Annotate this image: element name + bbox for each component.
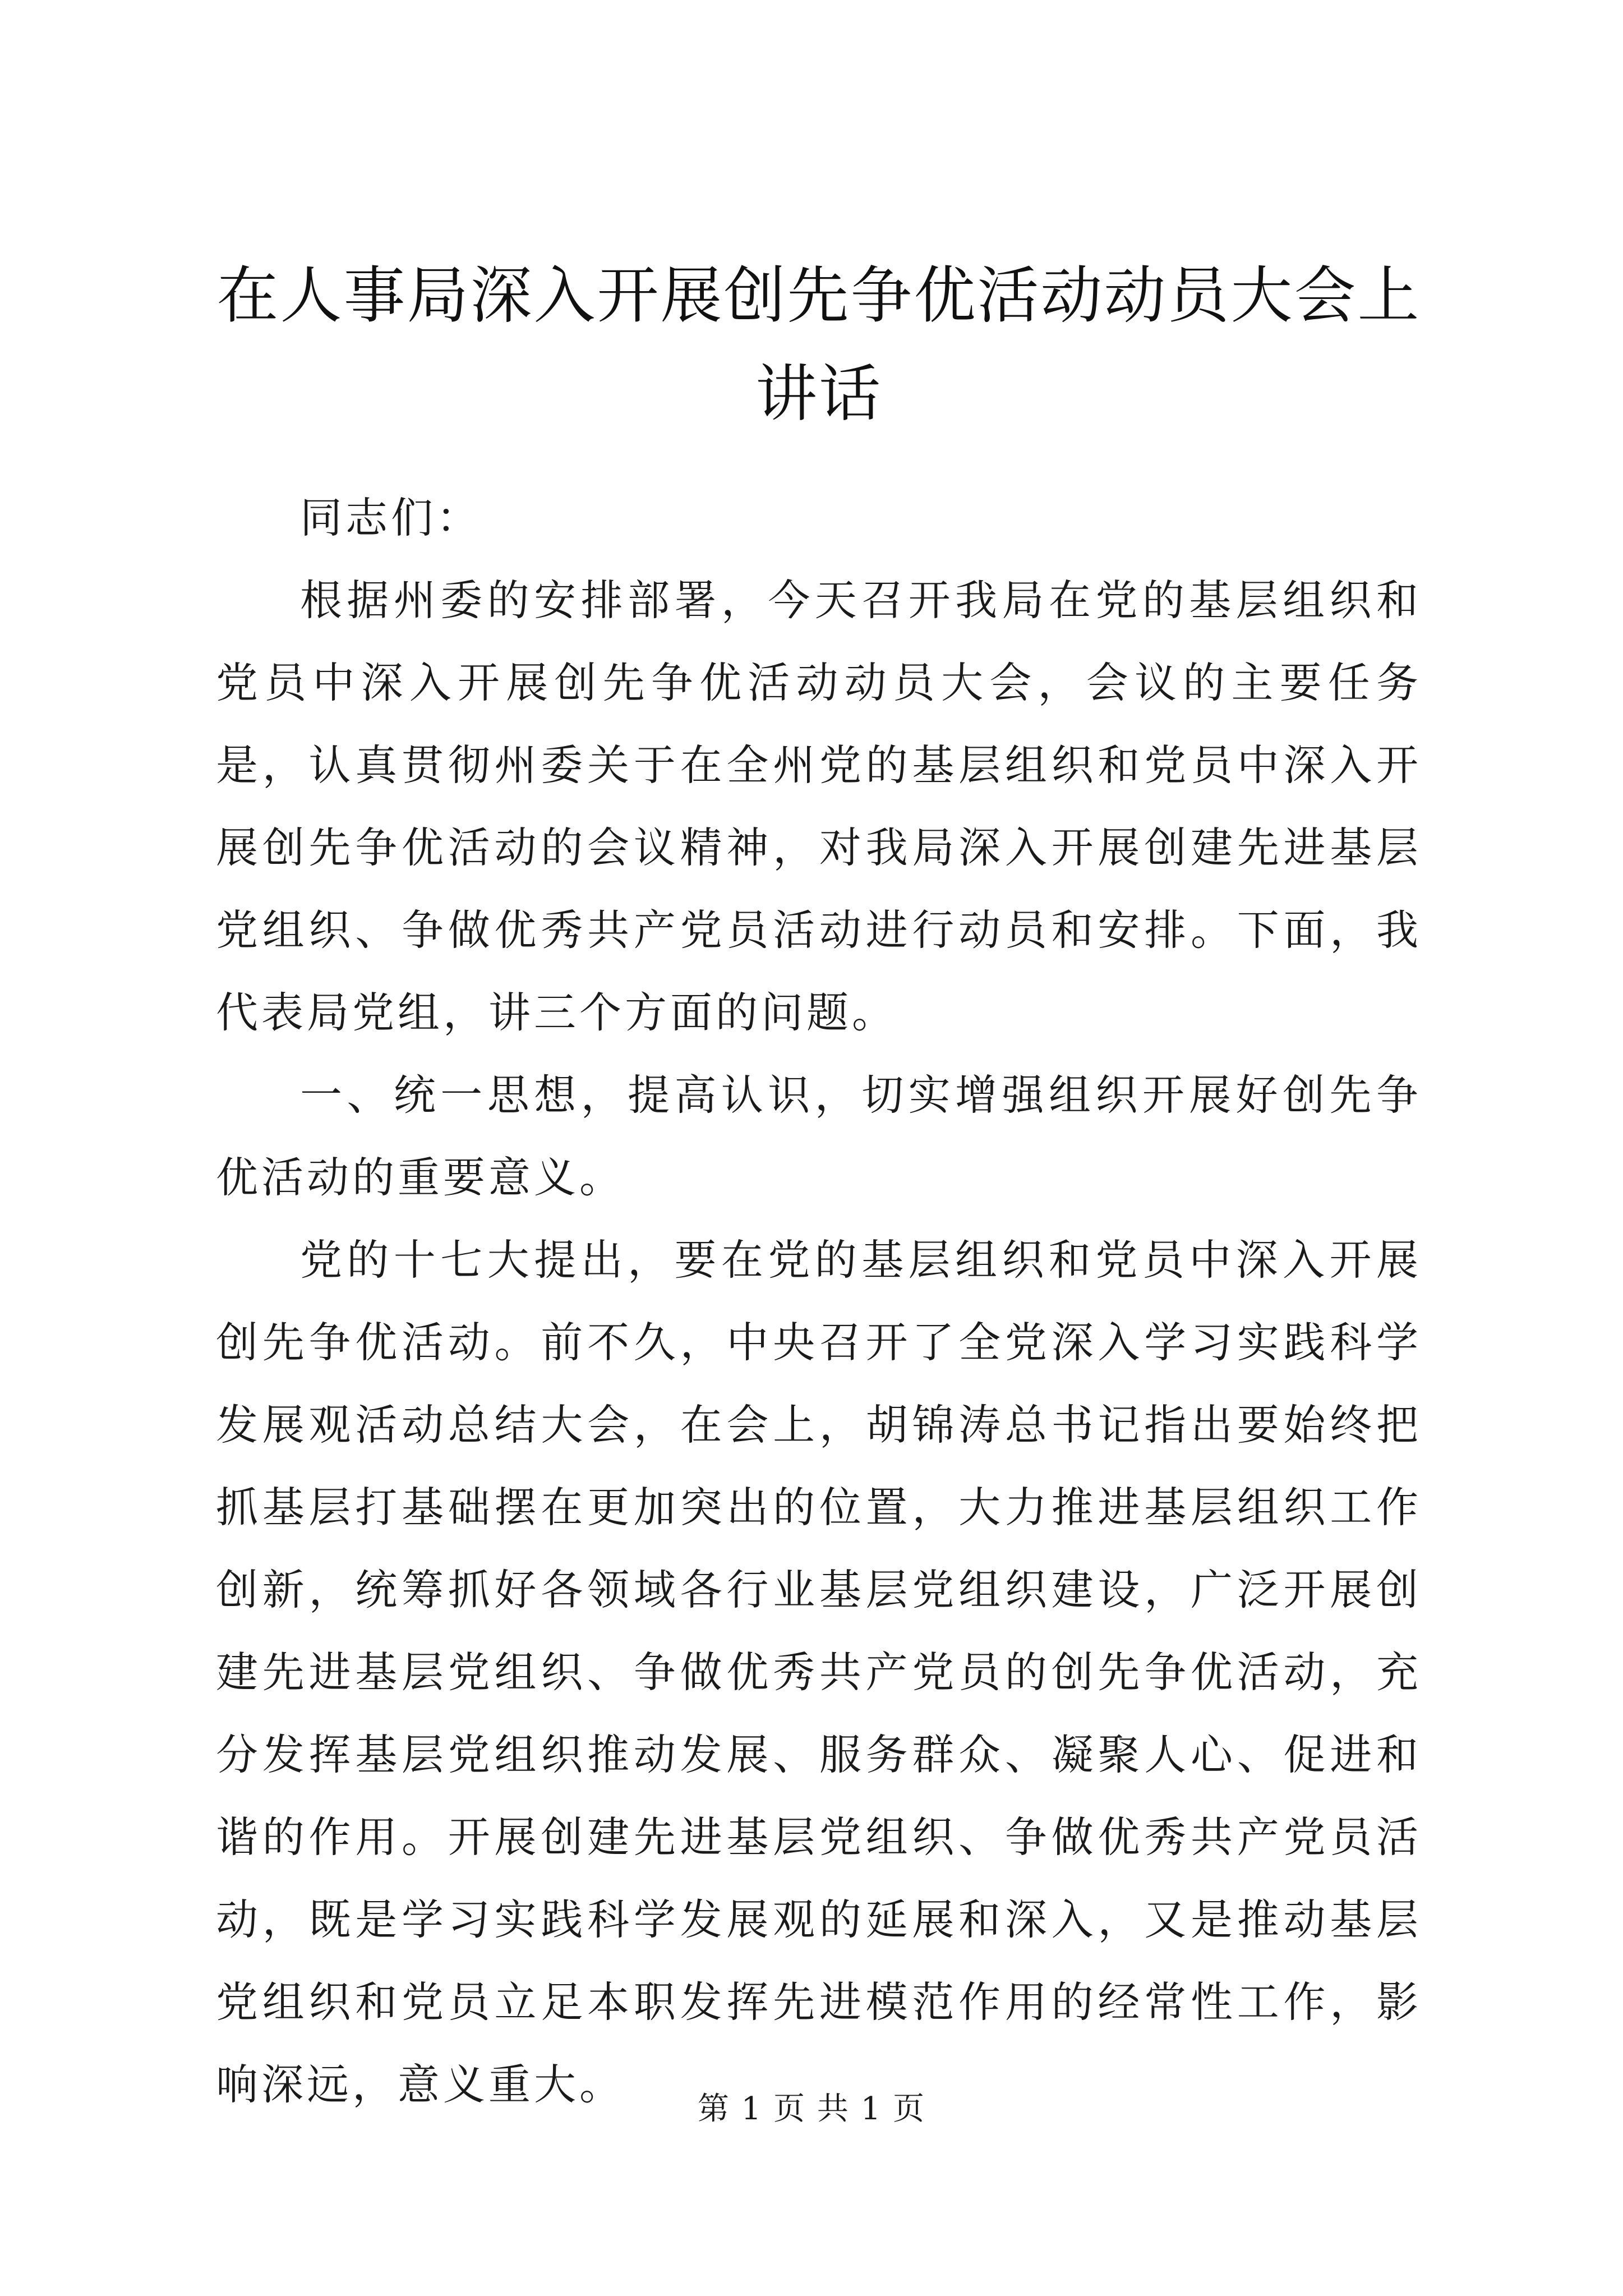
document-title: 在人事局深入开展创先争优活动动员大会上讲话 [216,260,1421,430]
paragraph-section-body-1: 党的十七大提出，要在党的基层组织和党员中深入开展创先争优活动。前不久，中央召开了全党深入学习实践科学发展观活动总结大会，在会上，胡锦涛总书记指出要始终把抓基层打基础摆在更加突出的位置，大力推进基层组织工作创新，统筹抓好各领域各行业基层党组织建设，广泛开展创建先进基层党组织、争做优秀共产党员的创先争优活动，充分发挥基层党组织推动发展、服务群众、凝聚人心、促进和谐的作用。开展创建先进基层党组织、争做优秀共产党员活动，既是学习实践科学发展观的延展和深入，又是推动基层党组织和党员立足本职发挥先进模范作用的经常性工作，影响深远，意义重大。 [216,1235,1422,2109]
page-number-footer: 第 1 页 共 1 页 [697,2091,926,2127]
paragraph-section-heading-1: 一、统一思想，提高认识，切实增强组织开展好创先争优活动的重要意义。 [216,1070,1422,1202]
paragraph-intro: 根据州委的安排部署，今天召开我局在党的基层组织和党员中深入开展创先争优活动动员大会，会议的主要任务是，认真贯彻州委关于在全州党的基层组织和党员中深入开展创先争优活动的会议精神，对我局深入开展创建先进基层党组织、争做优秀共产党员活动进行动员和安排。下面，我代表局党组，讲三个方面的问题。 [216,576,1422,1037]
salutation: 同志们： [300,493,482,542]
document-body [216,477,1422,2126]
